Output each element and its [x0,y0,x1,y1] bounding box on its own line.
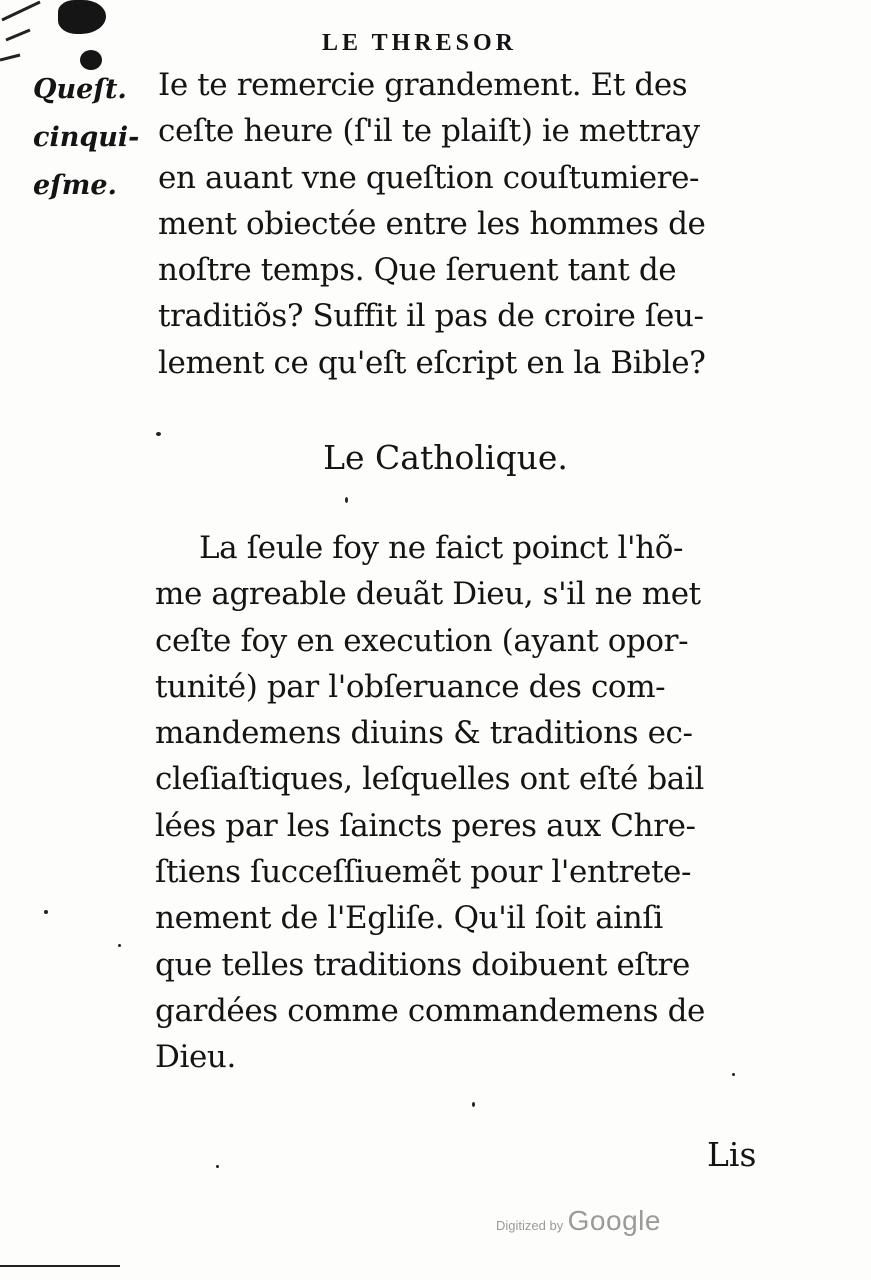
text-line: ſtiens ſucceſſiuemẽt pour l'entrete- [155,854,692,891]
watermark-brand: Google [567,1205,661,1236]
question-paragraph [158,62,705,386]
text-line: en auant vne queſtion couſtumiere- [158,159,700,196]
text-line: Ie te remercie grandement. Et des [158,67,688,103]
text-line: traditiõs? Suffit il pas de croire ſeu- [158,298,704,335]
text-line: lées par les ſaincts peres aux Chre- [155,807,696,844]
paper-speck [118,944,121,947]
answer-paragraph [155,525,705,1081]
text-line: ment obiectée entre les hommes de [158,205,706,242]
ink-scrawl [0,0,60,70]
text-line: que telles traditions doibuent eſtre [155,946,690,983]
text-line: tunité) par l'obſeruance des com- [155,668,666,705]
text-line: noſtre temps. Que ſeruent tant de [158,252,677,289]
text-line: ceſte heure (ſ'il te plaiſt) ie mettray [158,113,700,150]
paper-speck [472,1102,475,1107]
paper-speck [732,1073,735,1076]
text-line: lement ce qu'eſt eſcript en la Bible? [158,344,706,381]
paper-speck [345,497,348,503]
bottom-rule [0,1265,120,1267]
running-head: LE THRESOR [322,30,517,56]
margin-note [33,66,139,210]
ink-blot [58,0,106,34]
text-line: me agreable deuãt Dieu, s'il ne met [155,576,701,613]
text-line: La ſeule foy ne faict poinct l'hõ- [199,530,684,566]
margin-note-line: eſme. [33,170,117,201]
text-line: ceſte foy en execution (ayant opor- [155,622,689,659]
text-line: cleſiaſtiques, leſquelles ont eſté bail [155,761,704,798]
paper-speck [156,432,161,436]
catchword: Lis [707,1135,757,1174]
margin-note-line: cinqui- [33,122,140,153]
watermark-prefix: Digitized by [496,1218,564,1233]
margin-note-line: Queſt. [33,74,127,105]
section-heading: Le Catholique. [323,438,568,477]
text-line: nement de l'Egliſe. Qu'il ſoit ainſi [155,900,663,937]
paper-speck [44,910,48,914]
text-line: mandemens diuins & traditions ec- [155,715,693,752]
text-line: Dieu. [155,1039,236,1076]
paper-speck [216,1165,219,1168]
text-line: gardées comme commandemens de [155,992,705,1029]
digitization-watermark [496,1205,661,1237]
